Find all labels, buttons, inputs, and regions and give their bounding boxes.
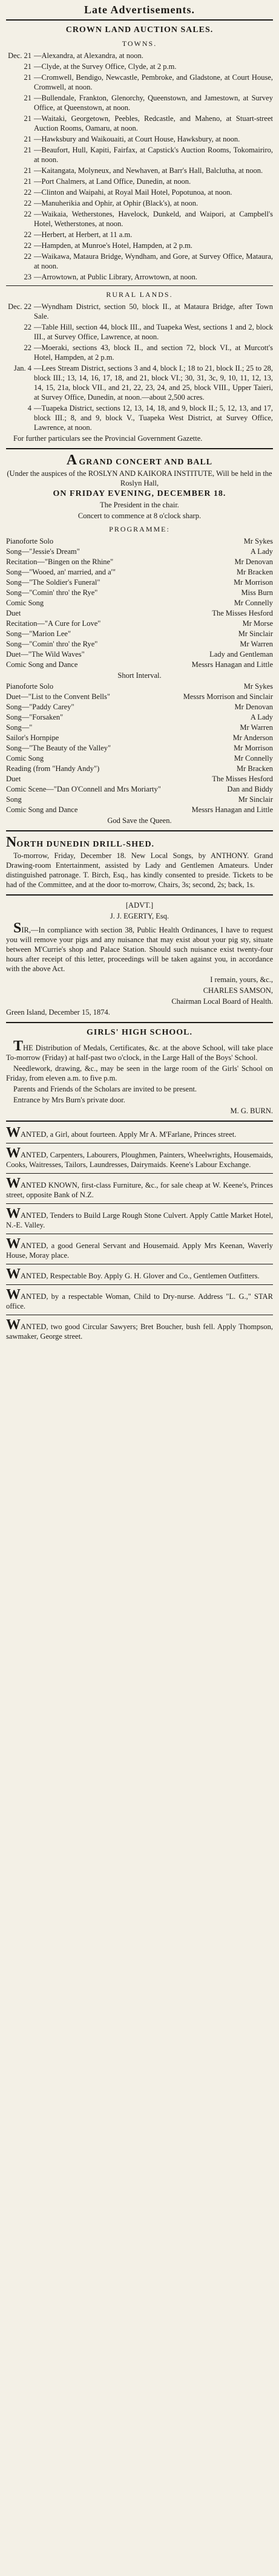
drop-cap: W	[6, 1145, 21, 1161]
sale-text: —Hampden, at Munroe's Hotel, Hampden, at 2 p.m.	[34, 241, 192, 250]
drop-cap: A	[66, 452, 77, 468]
letter-place-date: Green Island, December 15, 1874.	[6, 1008, 110, 1016]
programme-piece: Song—"Wooed, an' married, and a'"	[6, 568, 116, 576]
letter-recipient: J. J. EGERTY, Esq.	[110, 912, 169, 920]
programme-performer: Mr Denovan	[234, 703, 273, 711]
programme-item	[6, 660, 273, 669]
drill-shed-advert	[6, 836, 273, 890]
programme-piece: Comic Song	[6, 599, 44, 607]
divider	[6, 448, 273, 449]
programme-performer: A Lady	[250, 547, 273, 556]
advt-label: [ADVT.]	[125, 901, 154, 909]
programme-item	[6, 649, 273, 659]
sale-date: 21	[24, 114, 31, 123]
divider	[6, 894, 273, 896]
school-text-4: Entrance by Mrs Burn's private door.	[13, 1096, 125, 1104]
sale-text: —Manuherikia and Ophir, at Ophir (Black's), at noon.	[34, 199, 199, 207]
drill-text: To-morrow, Friday, December 18. New Local Songs, by ANTHONY. Grand Drawing-room Entertainment, assisted by Lady and Gentlemen Amateurs. Under distinguished patronage. T. Birch, Esq., has kindly consented to preside. Tickets to be had of the Committee, and at the door to-morrow, Chairs, 3s; second, 2s; back, 1s.	[6, 851, 273, 889]
letter-signer: CHARLES SAMSON,	[203, 986, 273, 995]
sale-date: 22	[24, 323, 31, 331]
sale-text: —Table Hill, section 44, block III., and Tuapeka West, sections 1 and 2, block III., at Survey Office, Lawrence, at noon.	[34, 323, 273, 341]
programme-piece: Recitation—"Bingen on the Rhine"	[6, 558, 114, 566]
wanted-advert	[6, 1208, 273, 1230]
wanted-advert	[6, 1238, 273, 1260]
sale-entry	[6, 252, 273, 271]
wanted-advert	[6, 1289, 273, 1311]
sale-text: —Herbert, at Herbert, at 11 a.m.	[34, 230, 133, 239]
sale-date: 22	[24, 343, 31, 352]
sale-entry	[6, 145, 273, 164]
programme-part-1	[6, 536, 273, 669]
sale-text: —Waikawa, Mataura Bridge, Wyndham, and Gore, at Survey Office, Mataura, at noon.	[34, 252, 273, 270]
sale-text: —Alexandra, at Alexandra, at noon.	[34, 51, 143, 60]
concert-start: Concert to commence at 8 o'clock sharp.	[77, 512, 202, 520]
sale-entry	[6, 114, 273, 133]
wanted-text: ANTED, a Girl, about fourteen. Apply Mr A. M'Farlane, Princes street.	[21, 1130, 237, 1139]
programme-performer: Mr Morrison	[234, 744, 273, 752]
sale-date: 21	[24, 62, 31, 71]
programme-performer: A Lady	[250, 713, 273, 721]
programme-item	[6, 743, 273, 753]
sale-text: —Moeraki, sections 43, block II., and section 72, block VI., at Murcott's Hotel, Hampden, at 2 p.m.	[34, 343, 273, 362]
sale-entry	[6, 93, 273, 112]
programme-piece: Comic Song and Dance	[6, 660, 78, 669]
programme-piece: Song—"Comin' thro' the Rye"	[6, 640, 98, 648]
sale-entry	[6, 177, 273, 186]
sale-entry	[6, 343, 273, 362]
sale-date: 22	[24, 241, 31, 250]
programme-performer: The Misses Hesford	[212, 609, 273, 617]
rural-label: RURAL LANDS.	[106, 290, 173, 299]
sale-date: 22	[24, 230, 31, 239]
wanted-text: ANTED, Tenders to Build Large Rough Stone Culvert. Apply Cattle Market Hotel, N.-E. Valley.	[6, 1211, 273, 1229]
sale-text: —Wyndham District, section 50, block II., at Mataura Bridge, after Town Sale.	[34, 302, 273, 320]
sale-entry	[6, 272, 273, 282]
wanted-advert	[6, 1127, 273, 1139]
programme-performer: Mr Sinclair	[238, 795, 273, 804]
wanted-text: ANTED, two good Circular Sawyers; Bret Boucher, bush fell. Apply Thompson, sawmaker, George street.	[6, 1322, 273, 1341]
programme-performer: Mr Anderson	[232, 733, 273, 742]
programme-piece: Song	[6, 795, 22, 804]
programme-item	[6, 681, 273, 691]
sale-entry	[6, 73, 273, 92]
programme-item	[6, 629, 273, 639]
health-letter	[6, 900, 273, 1017]
school-text-1: HE Distribution of Medals, Certificates, &c. at the above School, will take place To-morrow (Friday) at half-past two o'clock, in the Large Hall of the Boys' School.	[6, 1044, 273, 1062]
drop-cap: W	[6, 1236, 21, 1252]
programme-item	[6, 577, 273, 587]
wanted-advert	[6, 1319, 273, 1341]
sale-text: —Clyde, at the Survey Office, Clyde, at 2 p.m.	[34, 62, 177, 71]
sale-entry	[6, 62, 273, 71]
sale-entry	[6, 322, 273, 342]
drop-cap: S	[13, 920, 22, 936]
programme-performer: Lady and Gentleman	[209, 650, 273, 659]
programme-piece: Comic Scene—"Dan O'Connell and Mrs Moriarty"	[6, 785, 161, 793]
sale-text: —Bullendale, Frankton, Glenorchy, Queenstown, and Jamestown, at Survey Office, at Queenstown, at noon.	[34, 94, 273, 112]
divider	[6, 1120, 273, 1122]
wanted-advert	[6, 1177, 273, 1200]
programme-piece: Duet	[6, 775, 21, 783]
drop-cap: N	[6, 834, 17, 850]
sale-entry	[6, 241, 273, 250]
programme-item	[6, 557, 273, 567]
programme-piece: Pianoforte Solo	[6, 682, 54, 691]
programme-label: PROGRAMME:	[109, 525, 170, 533]
page-title: Late Advertisements.	[84, 4, 195, 16]
programme-item	[6, 795, 273, 804]
school-signer: M. G. BURN.	[230, 1107, 273, 1115]
programme-item	[6, 723, 273, 732]
wanted-text: ANTED KNOWN, first-class Furniture, &c., for sale cheap at W. Keene's, Princes street, opposite Bank of N.Z.	[6, 1181, 273, 1199]
concert-advert	[6, 454, 273, 825]
crown-land-advert	[6, 25, 273, 443]
sale-date: 4	[27, 404, 31, 412]
drop-cap: W	[6, 1206, 21, 1221]
programme-performer: Mr Connelly	[234, 754, 273, 763]
sale-date: 22	[24, 188, 31, 197]
sale-date: Jan. 4	[13, 364, 31, 372]
programme-piece: Duet—"List to the Convent Bells"	[6, 692, 110, 701]
school-advert	[6, 1028, 273, 1116]
programme-item	[6, 619, 273, 628]
sale-entry	[6, 198, 273, 208]
sale-entry	[6, 187, 273, 197]
programme-piece: Song—"	[6, 723, 33, 732]
programme-performer: Mr Warren	[240, 723, 273, 732]
programme-piece: Recitation—"A Cure for Love"	[6, 619, 101, 628]
towns-list	[6, 51, 273, 282]
programme-piece: Duet—"The Wild Waves"	[6, 650, 85, 659]
newspaper-page	[6, 0, 273, 1355]
programme-performer: Mr Bracken	[236, 764, 273, 773]
school-text-3: Parents and Friends of the Scholars are invited to be present.	[13, 1085, 197, 1093]
school-text-2: Needlework, drawing, &c., may be seen in the large room of the Girls' School on Friday, from eleven a.m. to five p.m.	[6, 1064, 273, 1082]
concert-heading: GRAND CONCERT AND BALL	[79, 458, 213, 467]
wanted-advert	[6, 1268, 273, 1281]
wanted-text: ANTED, Respectable Boy. Apply G. H. Glover and Co., Gentlemen Outfitters.	[21, 1272, 260, 1280]
sale-text: —Hawksbury and Waikouaiti, at Court House, Hawksbury, at noon.	[34, 135, 240, 143]
sale-entry	[6, 363, 273, 402]
sale-entry	[6, 166, 273, 175]
concert-auspices: (Under the auspices of the ROSLYN AND KAIKORA INSTITUTE, Will be held in the Roslyn Hall,	[7, 469, 272, 487]
divider	[6, 830, 273, 831]
programme-item	[6, 712, 273, 722]
drop-cap: W	[6, 1287, 21, 1303]
sale-text: —Clinton and Waipahi, at Royal Mail Hotel, Popotunoa, at noon.	[34, 188, 232, 197]
divider	[6, 285, 273, 286]
programme-piece: Duet	[6, 609, 21, 617]
divider	[6, 1173, 273, 1174]
programme-performer: Messrs Hanagan and Little	[191, 805, 273, 814]
sale-date: Dec. 21	[8, 51, 31, 60]
programme-performer: Mr Bracken	[236, 568, 273, 576]
sale-date: 21	[24, 73, 31, 82]
programme-item	[6, 753, 273, 763]
sale-entry	[6, 403, 273, 432]
rural-list	[6, 302, 273, 432]
programme-item	[6, 567, 273, 577]
sale-date: 21	[24, 166, 31, 175]
sale-text: —Cromwell, Bendigo, Newcastle, Pembroke, and Gladstone, at Court House, Cromwell, at noon.	[34, 73, 273, 91]
sale-date: 22	[24, 199, 31, 207]
programme-item	[6, 784, 273, 794]
sale-date: 21	[24, 135, 31, 143]
programme-item	[6, 639, 273, 649]
wanted-advert	[6, 1147, 273, 1169]
programme-performer: Mr Warren	[240, 640, 273, 648]
wanted-text: ANTED, by a respectable Woman, Child to Dry-nurse. Address "L. G.," STAR office.	[6, 1292, 273, 1310]
drill-heading: ORTH DUNEDIN DRILL-SHED.	[16, 840, 155, 849]
programme-performer: Mr Sykes	[243, 682, 273, 691]
programme-piece: Song—"Jessie's Dream"	[6, 547, 80, 556]
programme-item	[6, 598, 273, 608]
drop-cap: W	[6, 1176, 21, 1191]
wanted-text: ANTED, Carpenters, Labourers, Ploughmen, Painters, Wheelwrights, Housemaids, Cooks, Waitresses, Tailors, Laundresses, Dairymaids. Keene's Labour Exchange.	[6, 1151, 273, 1169]
sale-text: —Waikaia, Wetherstones, Havelock, Dunkeld, and Waipori, at Campbell's Hotel, Wetherstones, at noon.	[34, 210, 273, 228]
interval-label: Short Interval.	[117, 671, 162, 680]
programme-performer: Miss Burn	[241, 588, 273, 597]
programme-item	[6, 805, 273, 815]
wanted-text: ANTED, a good General Servant and Housemaid. Apply Mrs Keenan, Waverly House, Moray place.	[6, 1241, 273, 1260]
divider	[6, 1284, 273, 1285]
programme-piece: Sailor's Hornpipe	[6, 733, 59, 742]
programme-performer: Messrs Hanagan and Little	[191, 660, 273, 669]
sale-date: 21	[24, 177, 31, 186]
programme-performer: Mr Sykes	[243, 537, 273, 545]
school-heading: GIRLS' HIGH SCHOOL.	[87, 1028, 192, 1037]
programme-piece: Pianoforte Solo	[6, 537, 54, 545]
programme-item	[6, 608, 273, 618]
programme-item	[6, 536, 273, 546]
sale-text: —Tuapeka District, sections 12, 13, 14, 18, and 9, block II.; 5, 12, 13, and 17, block III.; 8, and 9, block V., Tuapeka West District, at Survey Office, Lawrence, at noon.	[34, 404, 273, 432]
drop-cap: W	[6, 1266, 21, 1282]
programme-item	[6, 733, 273, 743]
programme-piece: Song—"Forsaken"	[6, 713, 64, 721]
programme-performer: Mr Morse	[242, 619, 273, 628]
programme-performer: Dan and Biddy	[227, 785, 273, 793]
programme-item	[6, 547, 273, 556]
sale-date: 22	[24, 210, 31, 218]
programme-piece: Comic Song	[6, 754, 44, 763]
programme-item	[6, 692, 273, 701]
crown-note: For further particulars see the Provincial Government Gazette.	[13, 434, 203, 443]
programme-item	[6, 702, 273, 712]
drop-cap: T	[13, 1038, 24, 1054]
sale-entry	[6, 230, 273, 239]
programme-performer: Mr Connelly	[234, 599, 273, 607]
programme-piece: Song—"The Soldier's Funeral"	[6, 578, 100, 587]
divider	[6, 1203, 273, 1204]
programme-performer: Mr Sinclair	[238, 629, 273, 638]
divider	[6, 1022, 273, 1023]
sale-text: —Arrowtown, at Public Library, Arrowtown, at noon.	[34, 273, 197, 281]
sale-date: 21	[24, 146, 31, 154]
programme-piece: Song—"Paddy Carey"	[6, 703, 74, 711]
drop-cap: W	[6, 1125, 21, 1140]
programme-performer: Messrs Morrison and Sinclair	[183, 692, 273, 701]
sale-text: —Lees Stream District, sections 3 and 4, block I.; 18 to 21, block II.; 25 to 28, block III.; 13, 14, 16, 17, 18, and 21, block VI.; 30, 31, 3c, 9, 10, 11, 12, 13, 14, 15, 21a, block VII., and 21, 22, 23, 24, and 25, block VIII., Upper Taieri, at Survey Office, Dunedin, at noon.—about 2,500 acres.	[34, 364, 273, 402]
letter-text: IR,—In compliance with section 38, Public Health Ordinances, I have to request you will remove your pigs and any nuisance that may exist about your pig sty, situate between M'Currie's shop and Palace Station. Should such nuisance exist twenty-four hours after receipt of this letter, proceedings will be taken against you, in accordance with the above Act.	[6, 926, 273, 973]
letter-role: Chairman Local Board of Health.	[171, 997, 273, 1006]
programme-item	[6, 764, 273, 773]
sale-date: 23	[24, 273, 31, 281]
programme-piece: Song—"The Beauty of the Valley"	[6, 744, 111, 752]
programme-piece: Comic Song and Dance	[6, 805, 78, 814]
sale-text: —Beaufort, Hull, Kapiti, Fairfax, at Capstick's Auction Rooms, Tokomairiro, at noon.	[34, 146, 273, 164]
drop-cap: W	[6, 1317, 21, 1333]
sale-entry	[6, 51, 273, 60]
programme-piece: Song—"Comin' thro' the Rye"	[6, 588, 98, 597]
sale-entry	[6, 302, 273, 321]
sale-text: —Port Chalmers, at Land Office, Dunedin, at noon.	[34, 177, 191, 186]
programme-piece: Song—"Marion Lee"	[6, 629, 71, 638]
wanted-adverts	[6, 1127, 273, 1341]
sale-date: Dec. 22	[8, 302, 31, 311]
programme-item	[6, 774, 273, 784]
programme-performer: Mr Denovan	[234, 558, 273, 566]
programme-performer: The Misses Hesford	[212, 775, 273, 783]
sale-text: —Kaitangata, Molyneux, and Newhaven, at Barr's Hall, Balclutha, at noon.	[34, 166, 263, 175]
divider	[6, 19, 273, 21]
sale-entry	[6, 134, 273, 144]
programme-item	[6, 588, 273, 597]
concert-chair: The President in the chair.	[100, 501, 179, 509]
programme-part-2	[6, 681, 273, 815]
concert-date: ON FRIDAY EVENING, DECEMBER 18.	[53, 489, 226, 498]
crown-land-heading: CROWN LAND AUCTION SALES.	[65, 25, 214, 34]
sale-date: 21	[24, 94, 31, 102]
programme-performer: Mr Morrison	[234, 578, 273, 587]
concert-close: God Save the Queen.	[107, 816, 172, 825]
letter-closing: I remain, yours, &c.,	[210, 975, 273, 984]
sale-date: 22	[24, 252, 31, 261]
sale-text: —Waitaki, Georgetown, Peebles, Redcastle, and Maheno, at Stuart-street Auction Rooms, Oamaru, at noon.	[34, 114, 273, 132]
towns-label: TOWNS.	[122, 39, 157, 48]
sale-entry	[6, 209, 273, 229]
programme-piece: Reading (from "Handy Andy")	[6, 764, 100, 773]
